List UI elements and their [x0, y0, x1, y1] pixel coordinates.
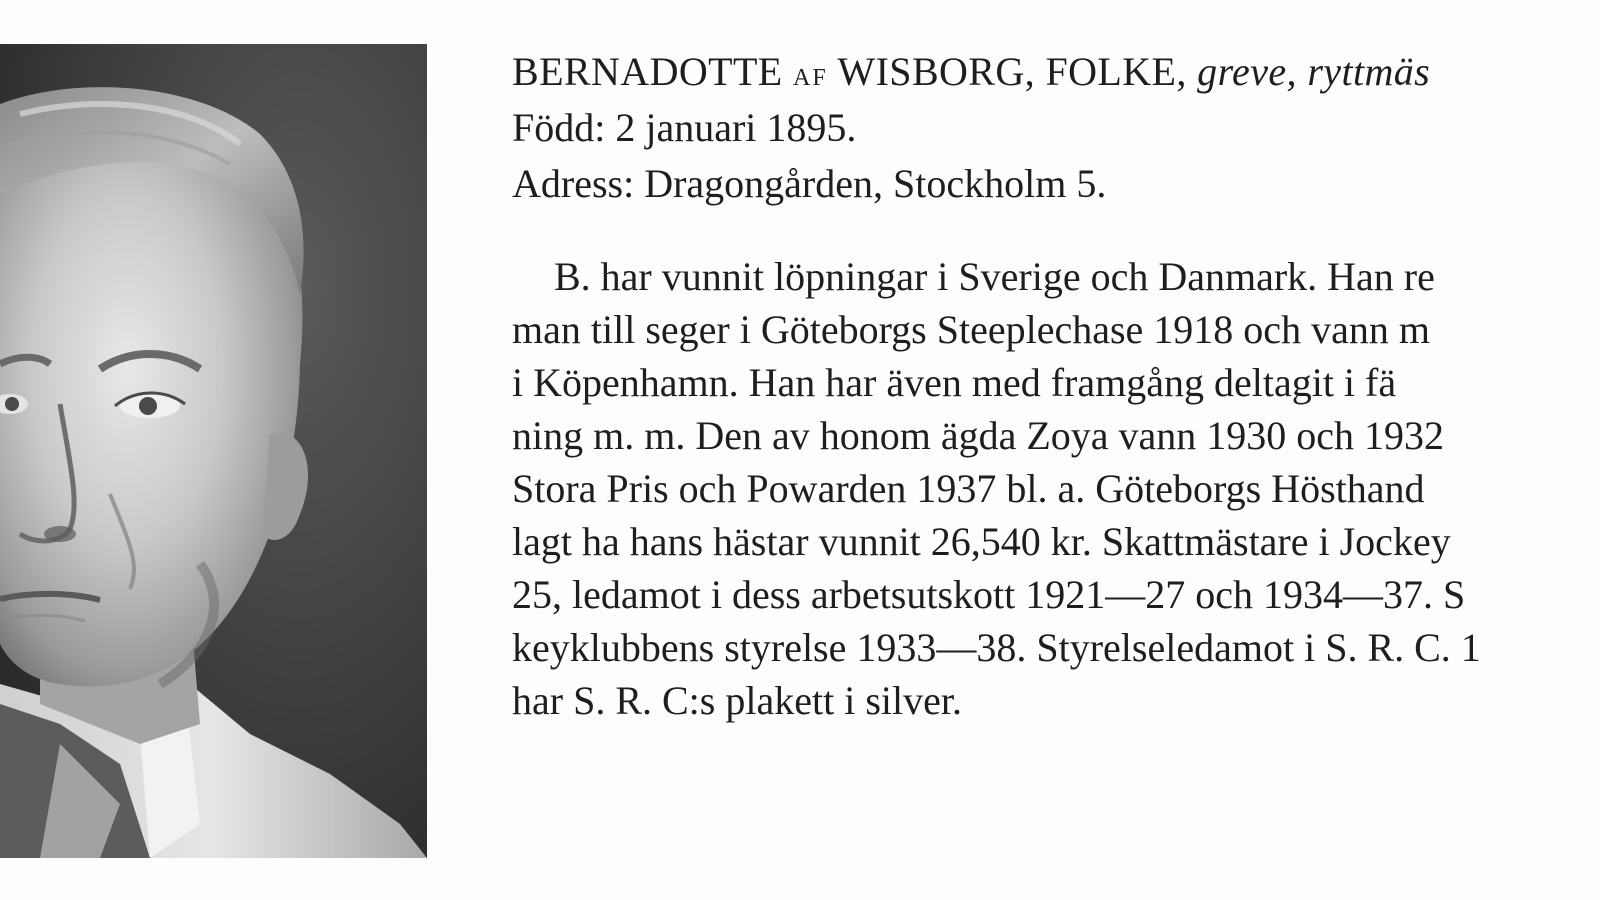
entry-born: Född: 2 januari 1895.: [512, 105, 857, 150]
paragraph-line: man till seger i Göteborgs Steeplechase 1918 och vann m: [512, 307, 1430, 352]
paragraph-line: ning m. m. Den av honom ägda Zoya vann 1930 och 1932: [512, 413, 1445, 458]
biography-text: [512, 44, 1600, 727]
entry-heading: [512, 44, 1600, 100]
entry-name: WISBORG, FOLKE,: [837, 49, 1187, 94]
portrait-drawing: [0, 44, 427, 858]
paragraph-line: i Köpenhamn. Han har även med framgång deltagit i fä: [512, 360, 1397, 405]
portrait-photo: [0, 44, 427, 858]
paragraph-line: keyklubbens styrelse 1933—38. Styrelseledamot i S. R. C. 1: [512, 625, 1481, 670]
paragraph-line: B. har vunnit löpningar i Sverige och Danmark. Han re: [554, 254, 1435, 299]
biography-paragraph: [512, 250, 1600, 727]
entry-address: Adress: Dragongården, Stockholm 5.: [512, 161, 1107, 206]
entry-particle: AF: [793, 65, 828, 91]
entry-surname: BERNADOTTE: [512, 49, 783, 94]
paragraph-line: lagt ha hans hästar vunnit 26,540 kr. Skattmästare i Jockey: [512, 519, 1451, 564]
paragraph-line: Stora Pris och Powarden 1937 bl. a. Göteborgs Hösthand: [512, 466, 1425, 511]
paragraph-line: har S. R. C:s plakett i silver.: [512, 678, 962, 723]
paragraph-line: 25, ledamot i dess arbetsutskott 1921—27 och 1934—37. S: [512, 572, 1466, 617]
entry-rank: ryttmäs: [1307, 49, 1431, 94]
entry-title: greve,: [1197, 49, 1297, 94]
